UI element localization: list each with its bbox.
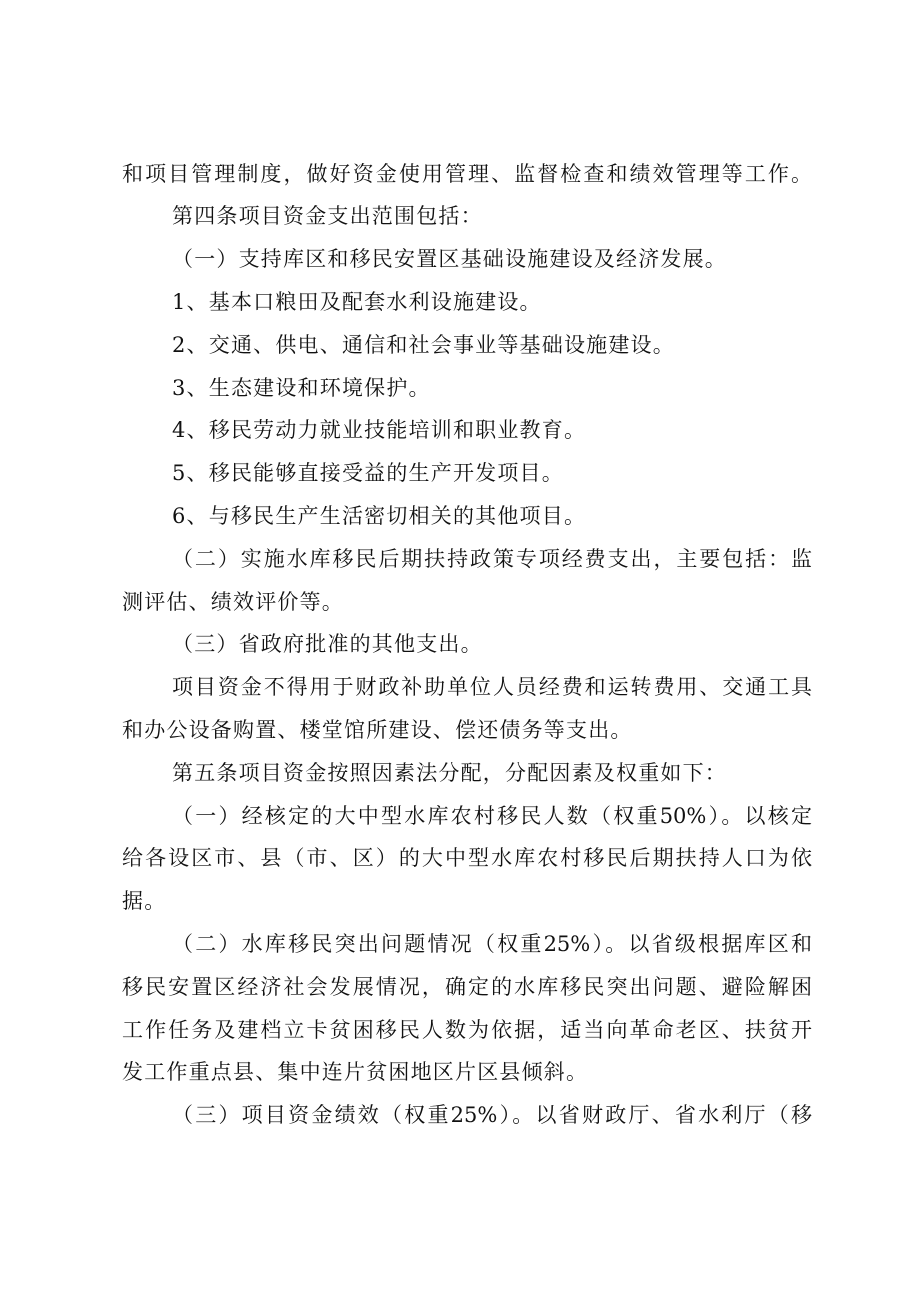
list-item: 1、基本口粮田及配套水利设施建设。 bbox=[172, 290, 542, 314]
text-line: 工作任务及建档立卡贫困移民人数为依据，适当向革命老区、扶贫开 bbox=[122, 1018, 812, 1042]
text-line: （一）经核定的大中型水库农村移民人数（权重50%）。以核定 bbox=[172, 804, 812, 828]
text-line: （二）水库移民突出问题情况（权重25%）。以省级根据库区和 bbox=[172, 932, 812, 956]
text-line: （一）支持库区和移民安置区基础设施建设及经济发展。 bbox=[172, 247, 727, 271]
text-line: （三）省政府批准的其他支出。 bbox=[172, 632, 483, 656]
text-line: 据。 bbox=[122, 889, 167, 913]
list-item: 2、交通、供电、通信和社会事业等基础设施建设。 bbox=[172, 333, 675, 357]
text-line: （三）项目资金绩效（权重25%）。以省财政厅、省水利厅（移 bbox=[172, 1103, 812, 1127]
text-line: （二）实施水库移民后期扶持政策专项经费支出，主要包括：监 bbox=[172, 547, 812, 571]
article-heading: 第五条项目资金按照因素法分配，分配因素及权重如下： bbox=[172, 761, 727, 785]
article-heading: 第四条项目资金支出范围包括： bbox=[172, 204, 483, 228]
text-line: 项目资金不得用于财政补助单位人员经费和运转费用、交通工具 bbox=[172, 675, 812, 699]
text-line: 测评估、绩效评价等。 bbox=[122, 590, 344, 614]
list-item: 4、移民劳动力就业技能培训和职业教育。 bbox=[172, 418, 587, 442]
text-line: 移民安置区经济社会发展情况，确定的水库移民突出问题、避险解困 bbox=[122, 975, 812, 999]
list-item: 6、与移民生产生活密切相关的其他项目。 bbox=[172, 504, 587, 528]
text-line: 和项目管理制度，做好资金使用管理、监督检查和绩效管理等工作。 bbox=[122, 162, 812, 186]
text-line: 发工作重点县、集中连片贫困地区片区县倾斜。 bbox=[122, 1060, 589, 1084]
text-line: 给各设区市、县（市、区）的大中型水库农村移民后期扶持人口为依 bbox=[122, 846, 812, 870]
list-item: 5、移民能够直接受益的生产开发项目。 bbox=[172, 461, 564, 485]
list-item: 3、生态建设和环境保护。 bbox=[172, 376, 431, 400]
text-line: 和办公设备购置、楼堂馆所建设、偿还债务等支出。 bbox=[122, 718, 633, 742]
